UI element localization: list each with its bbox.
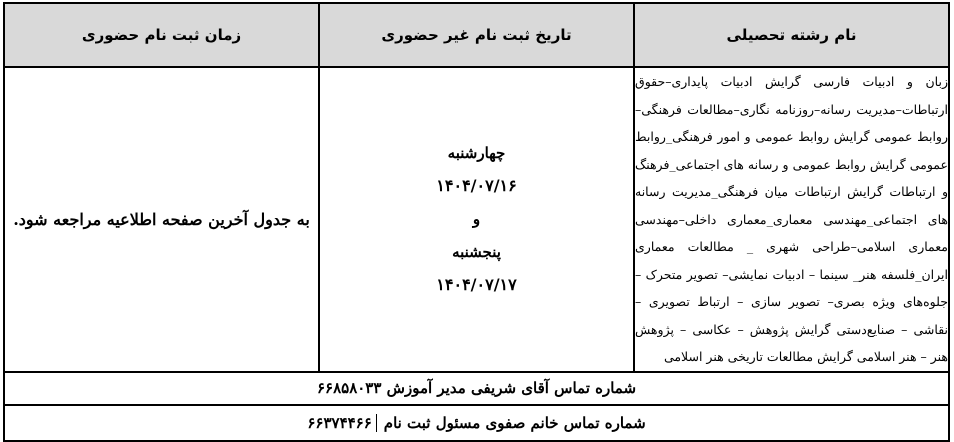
majors-list: زبان و ادبیات فارسی گرایش ادبیات پایداری–حقوق ارتباطات–مدیریت رسانه–روزنامه نگاری–مطالعات فرهنگی–روابط عمومی گرایش روابط عمومی و امور فرهنگی_روابط عمومی گرایش روابط عمومی و رسانه های اجتماعی_فرهنگ و ارتباطات گرایش ارتباطات میان فرهنگی_مدیریت رسانه های اجتماعی_مهندسی معماری_معماری داخلی–مهندسی معماری اسلامی–طراحی شهری _ مطالعات معماری ایران_فلسفه هنر_ سینما – ادبیات نمایشی– تصویر متحرک – جلوه‌های ویژه بصری– تصویر سازی – ارتباط تصویری – نقاشی – صنایع‌دستی گرایش پژوهش – عکاسی – پژوهش هنر – هنر اسلامی گرایش مطالعات تاریخی هنر اسلامی <box>634 67 949 372</box>
contact-row-2 <box>4 405 949 441</box>
table-row <box>4 67 949 372</box>
registration-table <box>3 2 950 442</box>
date-day-2: پنجشنبه <box>452 243 501 262</box>
contact-row-1 <box>4 372 949 405</box>
contact-line-2 <box>4 405 949 441</box>
contact-line-1: شماره تماس آقای شریفی مدیر آموزش ۶۶۸۵۸۰۳۳ <box>4 372 949 405</box>
contact-2-label: شماره تماس خانم صفوی مسئول ثبت نام <box>383 413 646 432</box>
header-major: نام رشته تحصیلی <box>634 3 949 67</box>
date-and: و <box>472 210 481 229</box>
contact-2-number: ۶۶۳۷۴۴۶۶ <box>307 414 376 432</box>
header-attendance-time: زمان ثبت نام حضوری <box>4 3 319 67</box>
date-day-1: چهارشنبه <box>447 144 506 163</box>
non-attendance-dates <box>319 67 634 372</box>
date-1: ۱۴۰۴/۰۷/۱۶ <box>436 176 517 196</box>
attendance-note: به جدول آخرین صفحه اطلاعیه مراجعه شود. <box>4 67 319 372</box>
date-2: ۱۴۰۴/۰۷/۱۷ <box>436 275 517 295</box>
header-row <box>4 3 949 67</box>
contact-2-wrap <box>307 414 645 432</box>
header-non-attendance-date: تاریخ ثبت نام غیر حضوری <box>319 3 634 67</box>
